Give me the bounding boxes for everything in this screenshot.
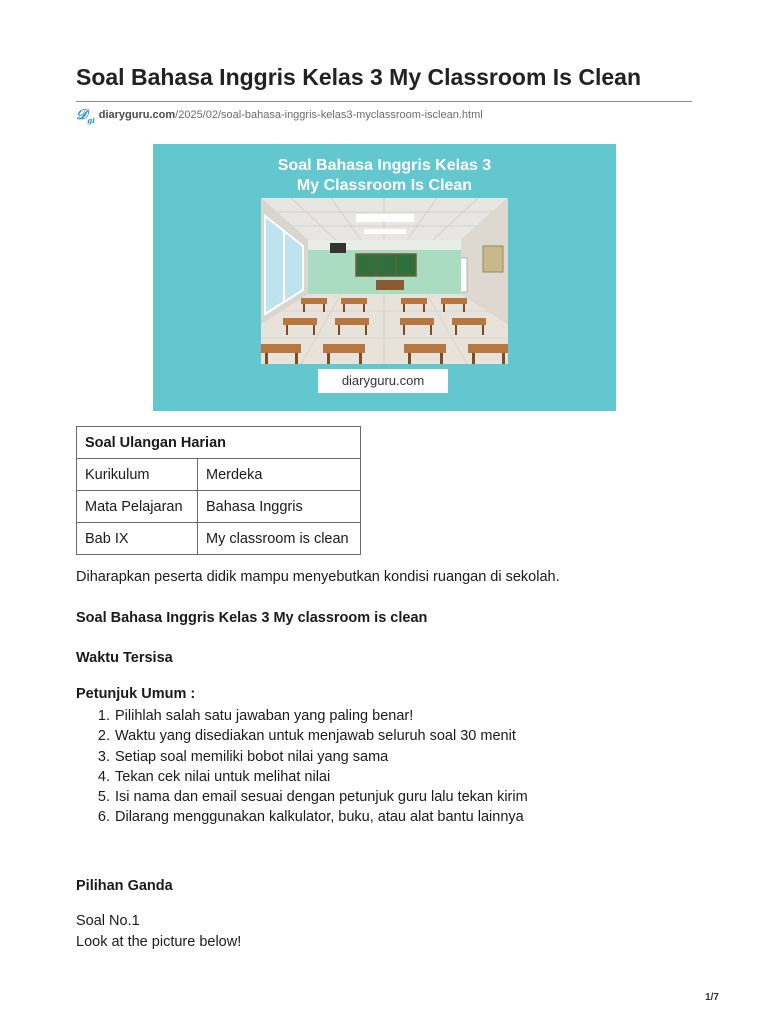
table-header-row (77, 427, 361, 459)
table-cell-label: Bab IX (77, 523, 198, 555)
title-divider (76, 101, 692, 102)
table-cell-label: Mata Pelajaran (77, 491, 198, 523)
hero-title (153, 156, 616, 196)
list-item: 2. Waktu yang disediakan untuk menjawab seluruh soal 30 menit (114, 726, 528, 746)
list-item: 1. Pilihlah salah satu jawaban yang paling benar! (114, 706, 528, 726)
question-number: Soal No.1 (76, 913, 140, 929)
hero-badge: diaryguru.com (318, 369, 448, 393)
table-cell-label: Kurikulum (77, 459, 198, 491)
source-domain[interactable]: diaryguru.com (98, 109, 176, 121)
list-item: 5. Isi nama dan email sesuai dengan petunjuk guru lalu tekan kirim (114, 787, 528, 807)
info-table (76, 426, 361, 555)
source-path[interactable]: /2025/02/soal-bahasa-inggris-kelas3-myclassroom-isclean.html (175, 109, 483, 121)
table-cell-value: Bahasa Inggris (198, 491, 361, 523)
instructions-list (76, 706, 528, 828)
diaryguru-logo-icon: 𝒟$_{gi}$ (76, 107, 95, 125)
table-header: Soal Ulangan Harian (77, 427, 361, 459)
hero-title-line1: Soal Bahasa Inggris Kelas 3 (277, 157, 492, 174)
question-text: Look at the picture below! (76, 934, 242, 950)
table-row (77, 491, 361, 523)
list-item: 3. Setiap soal memiliki bobot nilai yang sama (114, 747, 528, 767)
source-line (76, 107, 483, 125)
section-heading: Pilihan Ganda (76, 878, 173, 894)
list-item: 6. Dilarang menggunakan kalkulator, buku, atau alat bantu lainnya (114, 807, 528, 827)
section-subtitle: Soal Bahasa Inggris Kelas 3 My classroom is clean (76, 610, 428, 626)
table-row (77, 459, 361, 491)
document-title: Soal Bahasa Inggris Kelas 3 My Classroom Is Clean (76, 64, 641, 90)
table-cell-value: My classroom is clean (198, 523, 361, 555)
hero-banner (153, 144, 616, 411)
page-number: 1/7 (705, 992, 719, 1003)
list-item: 4. Tekan cek nilai untuk melihat nilai (114, 767, 528, 787)
timer-label: Waktu Tersisa (76, 650, 173, 666)
intro-paragraph: Diharapkan peserta didik mampu menyebutkan kondisi ruangan di sekolah. (76, 569, 560, 585)
classroom-illustration (261, 198, 508, 364)
instructions-heading: Petunjuk Umum : (76, 686, 196, 702)
hero-title-line2: My Classroom Is Clean (296, 177, 473, 194)
table-row (77, 523, 361, 555)
table-cell-value: Merdeka (198, 459, 361, 491)
